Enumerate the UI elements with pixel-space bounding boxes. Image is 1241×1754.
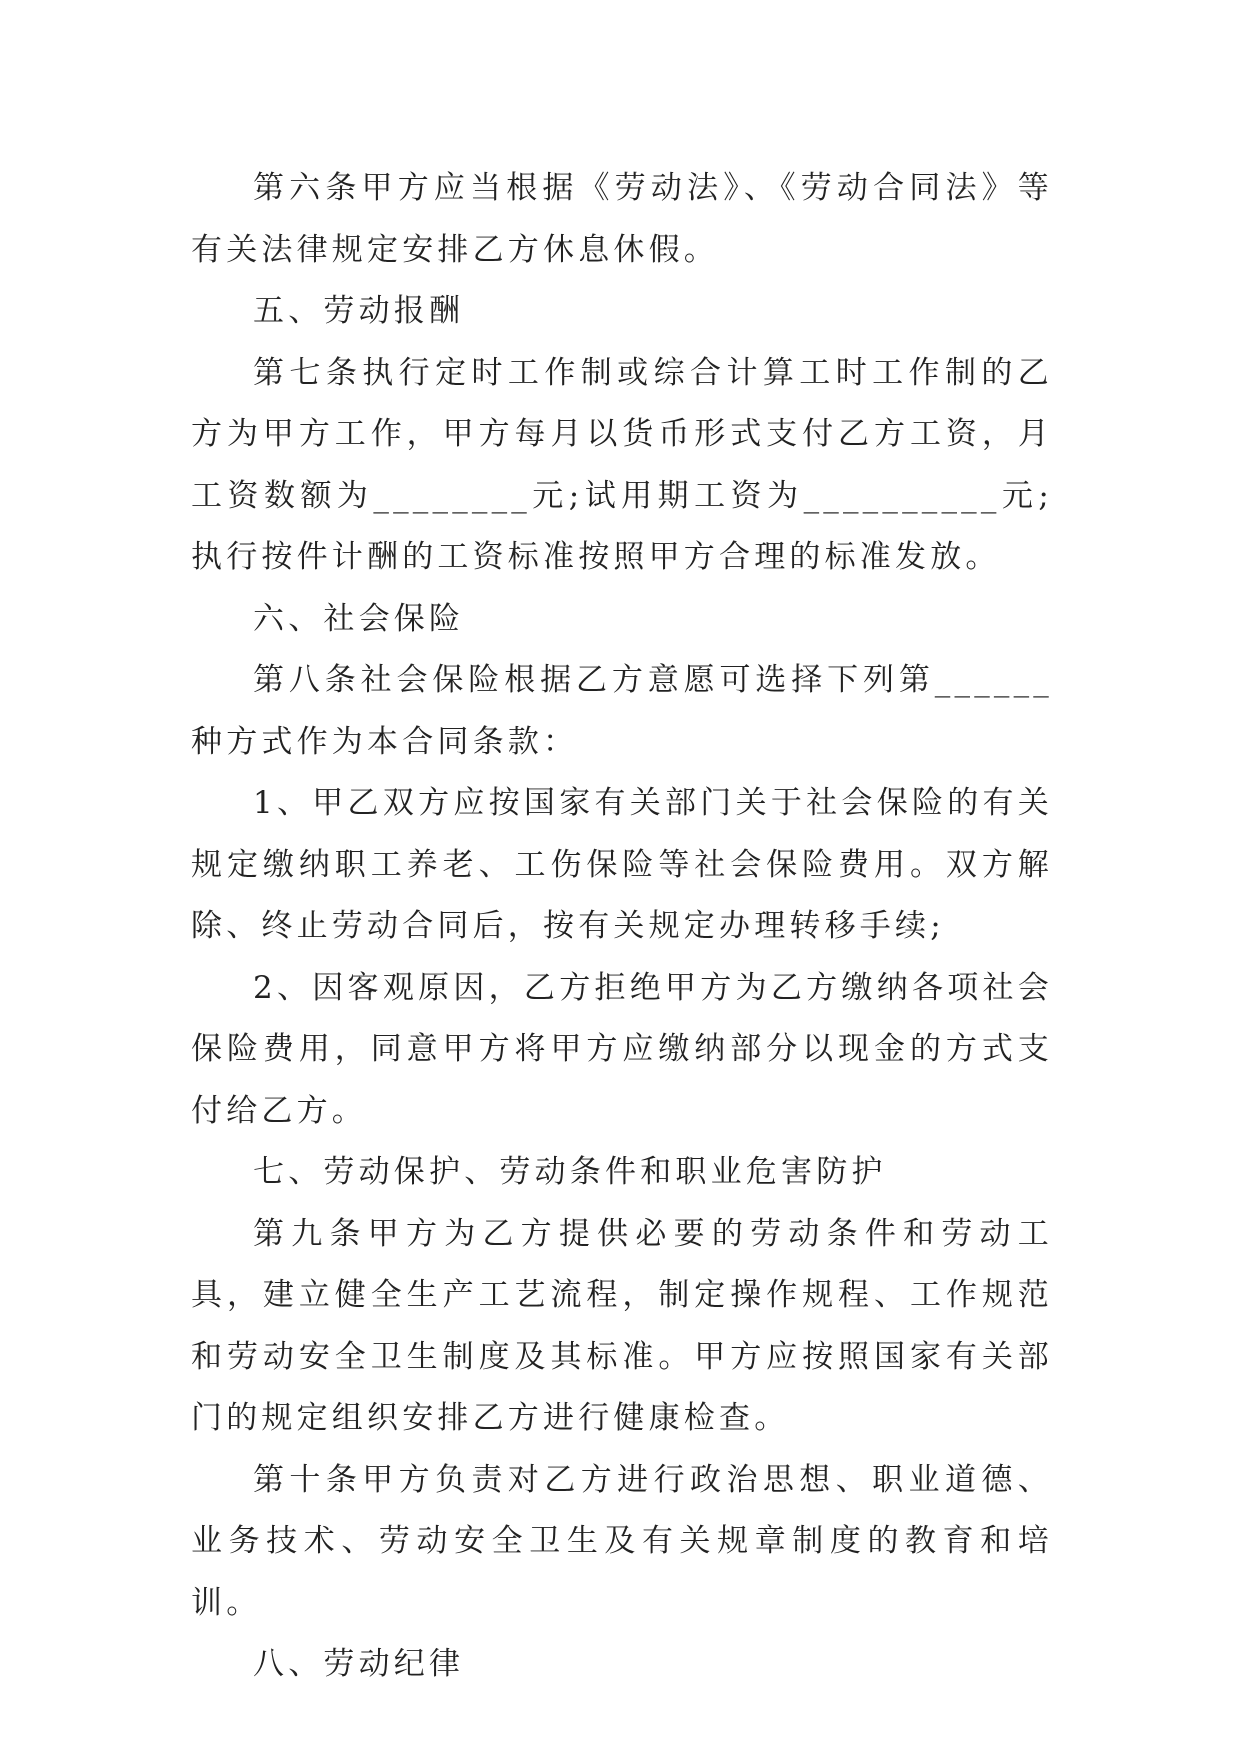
document-body (191, 158, 1053, 1696)
paragraph-option-1: 1、甲乙双方应按国家有关部门关于社会保险的有关规定缴纳职工养老、工伤保险等社会保险费用。双方解除、终止劳动合同后，按有关规定办理转移手续; (191, 785, 1053, 944)
paragraph-article-9: 第九条甲方为乙方提供必要的劳动条件和劳动工具，建立健全生产工艺流程，制定操作规程、工作规范和劳动安全卫生制度及其标准。甲方应按照国家有关部门的规定组织安排乙方进行健康检查。 (191, 1215, 1053, 1436)
paragraph-article-10: 第十条甲方负责对乙方进行政治思想、职业道德、业务技术、劳动安全卫生及有关规章制度的教育和培训。 (191, 1461, 1053, 1621)
paragraph-article-8: 第八条社会保险根据乙方意愿可选择下列第______种方式作为本合同条款： (191, 662, 1053, 760)
paragraph-article-6: 第六条甲方应当根据《劳动法》、《劳动合同法》等有关法律规定安排乙方休息休假。 (191, 170, 1053, 268)
section-heading-social-insurance: 六、社会保险 (253, 600, 465, 637)
paragraph-article-7: 第七条执行定时工作制或综合计算工时工作制的乙方为甲方工作，甲方每月以货币形式支付乙方工资，月工资数额为________元;试用期工资为__________元;执行按件计酬的工资标准按照甲方合理的标准发放。 (191, 354, 1053, 575)
paragraph-option-2: 2、因客观原因，乙方拒绝甲方为乙方缴纳各项社会保险费用，同意甲方将甲方应缴纳部分以现金的方式支付给乙方。 (191, 969, 1053, 1129)
section-heading-remuneration: 五、劳动报酬 (253, 293, 465, 329)
section-heading-labor-discipline: 八、劳动纪律 (253, 1646, 465, 1682)
section-heading-labor-protection: 七、劳动保护、劳动条件和职业危害防护 (253, 1154, 887, 1190)
